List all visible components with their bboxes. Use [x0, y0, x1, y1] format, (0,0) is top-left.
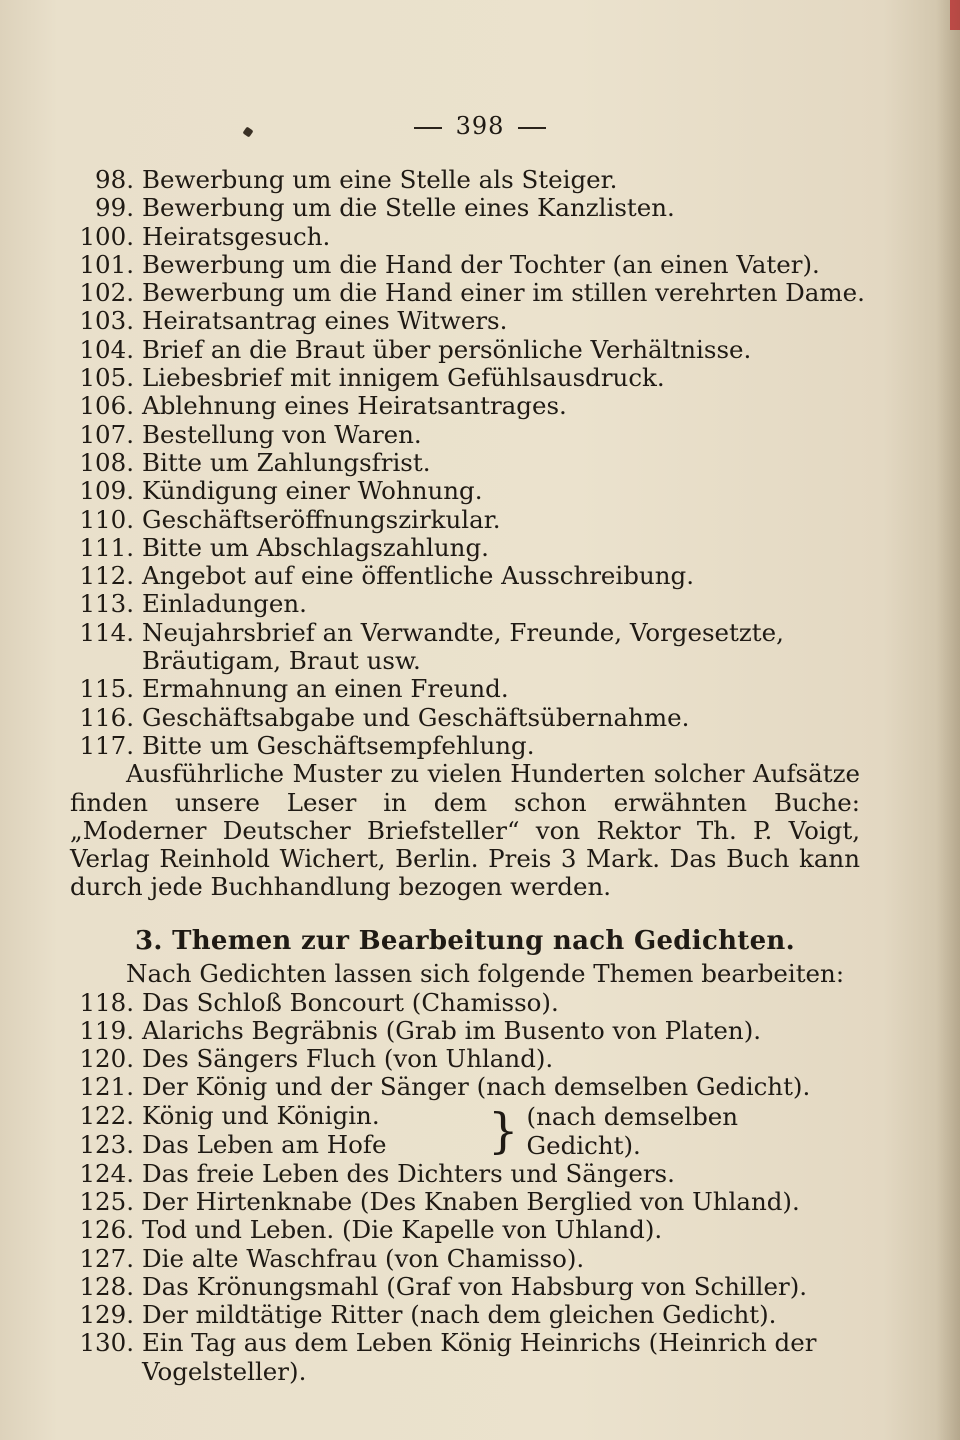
list-item	[70, 477, 860, 505]
list-item	[70, 1245, 860, 1273]
item-number: 114.	[79, 617, 134, 647]
item-number: 112.	[79, 561, 134, 591]
item-text: Der Hirtenknabe (Des Knaben Berglied von Uhland).	[142, 1187, 800, 1216]
list-item	[70, 421, 860, 449]
item-number: 121.	[79, 1072, 134, 1102]
item-text: Des Sängers Fluch (von Uhland).	[142, 1044, 554, 1074]
item-number: 105.	[79, 363, 134, 393]
item-number: 102.	[79, 278, 134, 308]
item-number: 104.	[79, 334, 134, 364]
section-intro: Nach Gedichten lassen sich folgende Themen bearbeiten:	[126, 959, 845, 989]
item-text: Ablehnung eines Heiratsantrages.	[142, 391, 567, 421]
item-number: 100.	[79, 221, 134, 251]
list-item	[70, 1073, 860, 1101]
item-text: Das Krönungsmahl (Graf von Habsburg von Schiller).	[142, 1271, 808, 1301]
list-item	[70, 590, 860, 618]
item-text: Bitte um Abschlagszahlung.	[142, 532, 489, 562]
item-text: Bitte um Zahlungsfrist.	[142, 447, 431, 477]
item-text: Der mildtätige Ritter (nach dem gleichen Gedicht).	[142, 1300, 777, 1330]
list-item	[70, 1017, 860, 1045]
list-item	[70, 364, 860, 392]
item-number: 109.	[79, 476, 134, 506]
list-item	[70, 989, 860, 1017]
item-text: Tod und Leben. (Die Kapelle von Uhland).	[142, 1215, 663, 1245]
item-number: 99.	[95, 193, 134, 223]
item-text: Bewerbung um die Hand einer im stillen verehrten Dame.	[142, 278, 865, 308]
item-text: Bewerbung um die Stelle eines Kanzlisten.	[142, 193, 675, 223]
item-number: 127.	[79, 1243, 134, 1273]
item-number: 130.	[79, 1328, 134, 1358]
item-text: Bewerbung um die Hand der Tochter (an einen Vater).	[142, 249, 820, 279]
item-text: Bewerbung um eine Stelle als Steiger.	[142, 165, 618, 194]
item-number: 117.	[79, 730, 134, 760]
item-text: Kündigung einer Wohnung.	[142, 476, 483, 506]
item-text: Der König und der Sänger (nach demselben Gedicht).	[142, 1072, 811, 1102]
item-number: 108.	[79, 447, 134, 477]
list-item	[70, 1188, 860, 1216]
reference-paragraph: Ausführliche Muster zu vielen Hunderten solcher Aufsätze finden unsere Leser in dem schon erwähnten Buche: „Moderner Deutscher Briefsteller“ von Rektor Th. P. Voigt, Verlag Reinhold Wichert, Berlin. Preis 3 Mark. Das Buch kann durch jede Buchhandlung bezogen werden.	[70, 759, 860, 902]
item-text: Bestellung von Waren.	[142, 419, 422, 449]
item-text: Ein Tag aus dem Leben König Heinrichs (Heinrich der Vogelsteller).	[142, 1328, 817, 1386]
pair-note: (nach demselben Gedicht).	[526, 1101, 739, 1160]
list-item	[70, 449, 860, 477]
list-item	[70, 1329, 860, 1386]
list-item	[70, 336, 860, 364]
item-number: 128.	[79, 1271, 134, 1301]
right-brace: }	[488, 1102, 519, 1159]
item-number: 115.	[79, 674, 134, 704]
list-item	[70, 194, 860, 222]
item-text: Das Schloß Boncourt (Chamisso).	[142, 987, 559, 1017]
item-text: Einladungen.	[142, 589, 307, 619]
list-item	[70, 619, 860, 676]
item-text: Heiratsgesuch.	[142, 221, 331, 251]
letter-topics-list	[70, 165, 865, 760]
page-edge-shadow	[936, 0, 960, 1440]
item-text: Heiratsantrag eines Witwers.	[142, 306, 508, 336]
poem-topics-list-continued	[70, 1160, 860, 1386]
list-item: 122. König und Königin.	[79, 1101, 380, 1131]
list-item	[70, 675, 860, 703]
item-number: 126.	[79, 1215, 134, 1245]
item-number: 101.	[79, 249, 134, 279]
list-item	[70, 704, 860, 732]
section-heading: 3. Themen zur Bearbeitung nach Gedichten.	[134, 926, 795, 957]
item-number: 103.	[79, 306, 134, 336]
page-content	[70, 165, 865, 1386]
item-number: 107.	[79, 419, 134, 449]
item-number: 120.	[79, 1044, 134, 1074]
item-text: Das freie Leben des Dichters und Sängers.	[142, 1158, 675, 1188]
item-text: Geschäftseröffnungszirkular.	[142, 504, 501, 534]
item-text: Die alte Waschfrau (von Chamisso).	[142, 1243, 585, 1273]
item-text: Ermahnung an einen Freund.	[142, 674, 509, 704]
list-item	[70, 1301, 860, 1329]
list-item	[70, 506, 860, 534]
item-number: 125.	[79, 1187, 134, 1216]
list-item	[70, 223, 860, 251]
bracketed-pair	[70, 1102, 860, 1160]
item-number: 118.	[79, 987, 134, 1017]
item-number: 110.	[79, 504, 134, 534]
item-number: 113.	[79, 589, 134, 619]
item-number: 124.	[79, 1158, 134, 1188]
list-item	[70, 1160, 860, 1188]
list-item	[70, 562, 860, 590]
list-item	[70, 534, 860, 562]
item-number: 106.	[79, 391, 134, 421]
list-item	[70, 1273, 860, 1301]
page-number: 398	[0, 112, 960, 140]
item-number: 129.	[79, 1300, 134, 1330]
list-item	[70, 166, 860, 194]
item-number: 111.	[79, 532, 134, 562]
list-item	[70, 1216, 860, 1244]
list-item	[70, 732, 860, 760]
item-text: Geschäftsabgabe und Geschäftsübernahme.	[142, 702, 690, 732]
list-item	[70, 307, 860, 335]
item-text: Bitte um Geschäftsempfehlung.	[142, 730, 535, 760]
list-item	[70, 392, 860, 420]
item-text: Liebesbrief mit innigem Gefühlsausdruck.	[142, 363, 665, 393]
item-number: 119.	[79, 1015, 134, 1045]
item-text: Brief an die Braut über persönliche Verhältnisse.	[142, 334, 752, 364]
item-text: Angebot auf eine öffentliche Ausschreibung.	[142, 561, 694, 591]
list-item	[70, 1045, 860, 1073]
list-item	[70, 251, 860, 279]
item-number: 116.	[79, 702, 134, 732]
list-item	[70, 278, 865, 308]
item-text: Neujahrsbrief an Verwandte, Freunde, Vorgesetzte, Bräutigam, Braut usw.	[142, 617, 784, 676]
poem-topics-list	[70, 989, 860, 1102]
item-number: 98.	[95, 165, 134, 194]
list-item: 123. Das Leben am Hofe	[79, 1129, 387, 1159]
item-text: Alarichs Begräbnis (Grab im Busento von Platen).	[142, 1015, 762, 1045]
